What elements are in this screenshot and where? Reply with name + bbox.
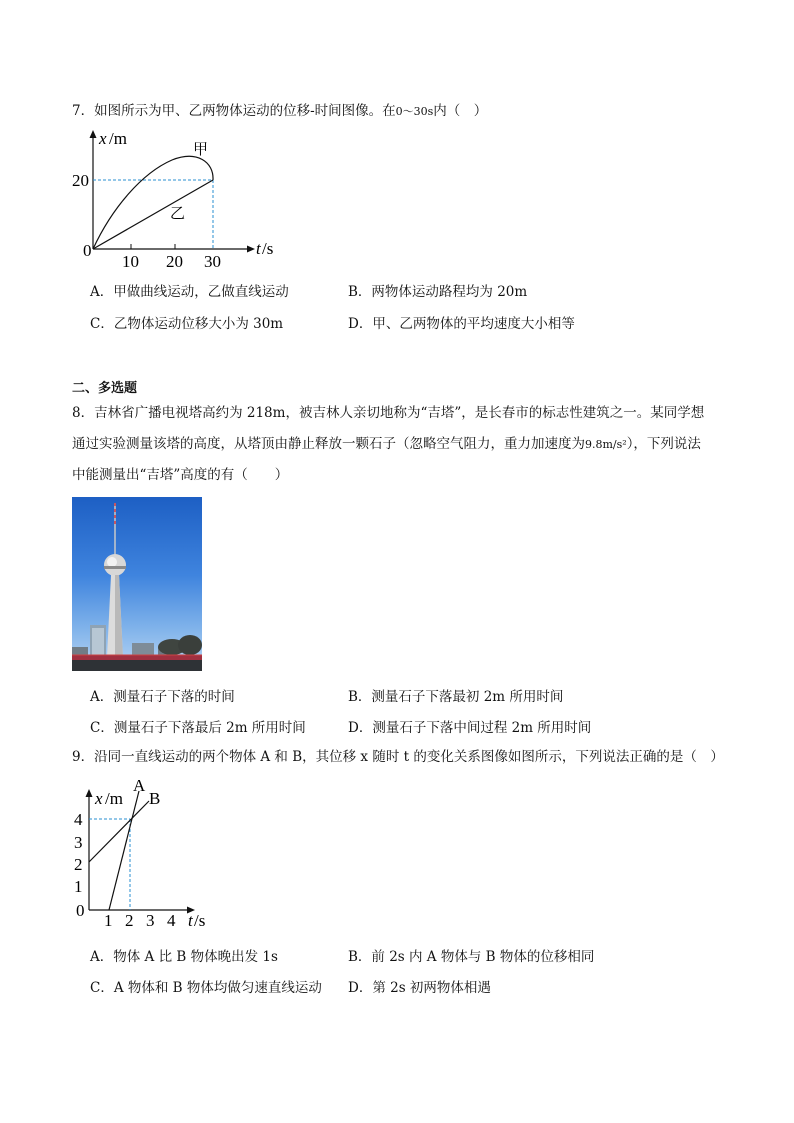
q7-y-tick-20: 20 bbox=[72, 171, 89, 190]
q9-xlabel-unit: /s bbox=[194, 911, 206, 930]
q7-range: 0～30s bbox=[395, 105, 434, 118]
q9-line-b-label: B bbox=[149, 789, 161, 808]
q9-graph bbox=[72, 778, 222, 930]
q8-line1: 8．吉林省广播电视塔高约为 218m，被吉林人亲切地称为“吉塔”，是长春市的标志性建筑之一。某同学想 bbox=[72, 405, 705, 421]
q9-option-b[interactable]: B．前 2s 内 A 物体与 B 物体的位移相同 bbox=[348, 949, 595, 965]
q9-stem: 9．沿同一直线运动的两个物体 A 和 B，其位移 x 随时 t 的变化关系图像如图所示，下列说法正确的是（ ） bbox=[72, 749, 724, 765]
q7-x-tick-10: 10 bbox=[122, 252, 139, 271]
q9-x-tick-1: 1 bbox=[104, 911, 113, 930]
q8-gravity: 9.8m/s² bbox=[585, 438, 627, 451]
q7-x-arrow bbox=[247, 246, 255, 253]
tower-drawing bbox=[72, 497, 202, 671]
q8-line2 bbox=[72, 434, 701, 455]
q9-line-a bbox=[109, 791, 139, 910]
q7-option-c[interactable]: C．乙物体运动位移大小为 30m bbox=[90, 316, 284, 332]
q9-option-d[interactable]: D．第 2s 初两物体相遇 bbox=[348, 980, 491, 996]
q9-line-b bbox=[89, 801, 149, 862]
q9-ylabel-var: x bbox=[95, 789, 103, 808]
q9-option-a[interactable]: A．物体 A 比 B 物体晚出发 1s bbox=[90, 949, 278, 965]
q8-option-d[interactable]: D．测量石子下落中间过程 2m 所用时间 bbox=[348, 720, 592, 736]
q7-stem bbox=[72, 101, 487, 122]
q7-graph bbox=[72, 128, 292, 274]
q8-option-a[interactable]: A．测量石子下落的时间 bbox=[90, 689, 235, 705]
q9-line-a-label: A bbox=[133, 778, 146, 795]
q7-option-b[interactable]: B．两物体运动路程均为 20m bbox=[348, 284, 528, 300]
q8-option-b[interactable]: B．测量石子下落最初 2m 所用时间 bbox=[348, 689, 564, 705]
q9-y-tick-3: 3 bbox=[74, 833, 83, 852]
q7-x-tick-30: 30 bbox=[204, 252, 221, 271]
q8-line2-a: 通过实验测量该塔的高度，从塔顶由静止释放一颗石子（忽略空气阻力，重力加速度为 bbox=[72, 436, 585, 452]
section-title: 二、多选题 bbox=[72, 381, 138, 396]
q9-y-tick-2: 2 bbox=[74, 855, 83, 874]
q7-x-tick-20: 20 bbox=[166, 252, 183, 271]
q9-xlabel-var: t bbox=[188, 911, 193, 930]
q9-ylabel-unit: /m bbox=[105, 789, 123, 808]
q7-line-yi bbox=[93, 180, 213, 249]
q7-origin: 0 bbox=[83, 241, 92, 260]
q9-x-tick-4: 4 bbox=[167, 911, 176, 930]
q9-y-tick-1: 1 bbox=[74, 877, 83, 896]
q7-option-a[interactable]: A．甲做曲线运动，乙做直线运动 bbox=[90, 284, 289, 300]
q8-line3: 中能测量出“吉塔”高度的有（ ） bbox=[72, 467, 289, 483]
q7-ylabel-unit: /m bbox=[109, 129, 127, 148]
q7-label-jia: 甲 bbox=[193, 142, 209, 158]
q9-option-c[interactable]: C．A 物体和 B 物体均做匀速直线运动 bbox=[90, 980, 322, 996]
q7-ylabel-var: x bbox=[99, 129, 107, 148]
q7-text-end: 内（ ） bbox=[433, 103, 488, 119]
q9-origin: 0 bbox=[76, 901, 85, 920]
q9-y-tick-4: 4 bbox=[74, 810, 83, 829]
q9-y-arrow bbox=[86, 789, 93, 797]
q7-label-yi: 乙 bbox=[170, 206, 186, 222]
q8-option-c[interactable]: C．测量石子下落最后 2m 所用时间 bbox=[90, 720, 306, 736]
q7-y-arrow bbox=[90, 130, 97, 138]
q9-x-tick-3: 3 bbox=[146, 911, 155, 930]
q7-option-d[interactable]: D．甲、乙两物体的平均速度大小相等 bbox=[348, 316, 575, 332]
q7-xlabel-var: t bbox=[256, 239, 261, 258]
q9-x-tick-2: 2 bbox=[125, 911, 134, 930]
q8-line2-b: ），下列说法 bbox=[626, 436, 701, 452]
q7-xlabel-unit: /s bbox=[262, 239, 274, 258]
q7-curve-jia bbox=[93, 156, 213, 249]
q7-text: 7．如图所示为甲、乙两物体运动的位移-时间图像。在 bbox=[72, 103, 396, 119]
tv-tower-photo bbox=[72, 497, 202, 671]
